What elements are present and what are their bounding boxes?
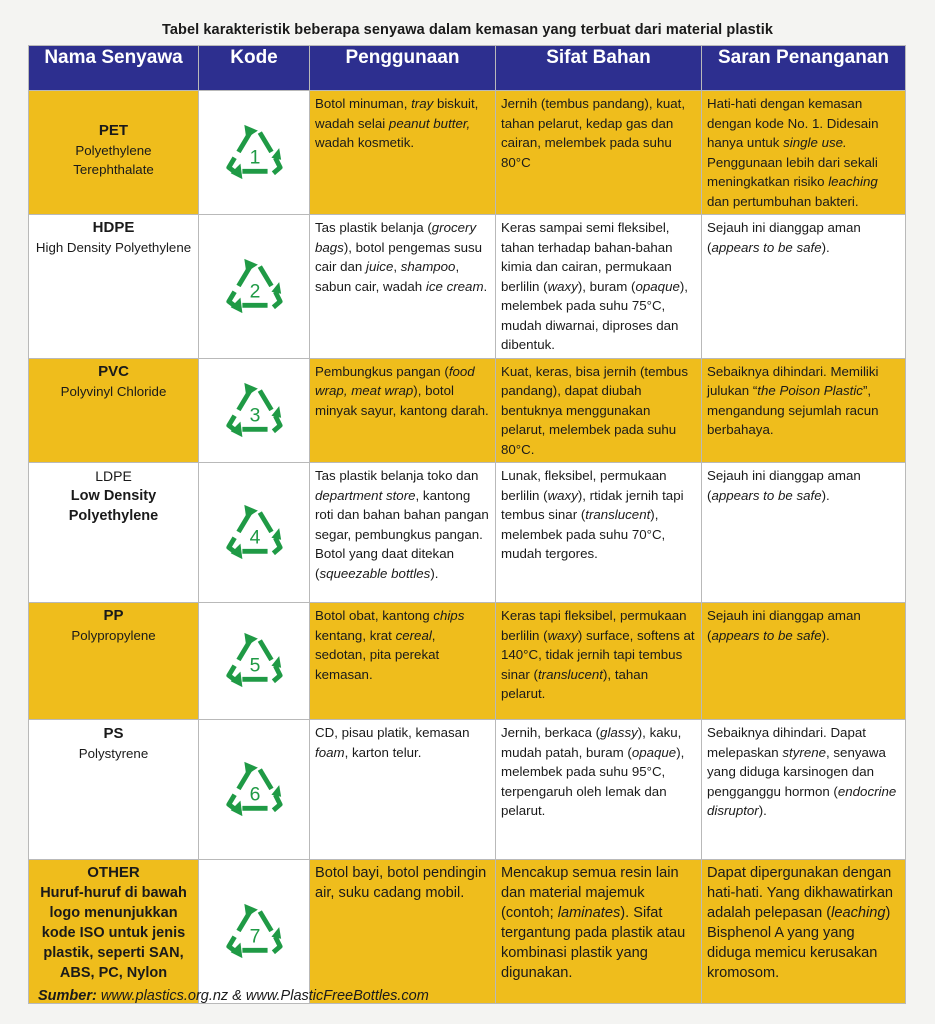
header-penggunaan: Penggunaan	[310, 46, 496, 91]
table-title: Tabel karakteristik beberapa senyawa dalam kemasan yang terbuat dari material plastik	[161, 22, 774, 38]
recycle-code-number: 3	[249, 404, 261, 427]
recycle-symbol-icon	[215, 253, 293, 315]
recycle-arrow-head	[244, 125, 258, 139]
properties-cell: Lunak, fleksibel, permukaan berlilin (waxy), rtidak jernih tapi tembus sinar (translucent), melembek pada suhu 70°C, mudah tergores.	[496, 463, 702, 603]
code-cell	[199, 860, 310, 1004]
advice-cell: Sebaiknya dihindari. Memiliki julukan “the Poison Plastic”, mengandung sejumlah racun berbahaya.	[702, 358, 906, 463]
recycle-symbol-icon	[215, 756, 293, 818]
usage-cell: Botol minuman, tray biskuit, wadah selai peanut butter, wadah kosmetik.	[310, 91, 496, 215]
code-cell	[199, 358, 310, 463]
recycle-triangle-svg	[215, 119, 293, 181]
table-row	[29, 463, 906, 603]
recycle-triangle-svg	[215, 377, 293, 439]
recycle-arrow-segment	[260, 390, 272, 409]
usage-cell: Tas plastik belanja toko dan department store, kantong roti dan bahan bahan pangan segar, pembungkus pangan. Botol yang daat ditekan (squeezable bottles).	[310, 463, 496, 603]
compound-name	[29, 215, 199, 359]
compound-abbr: OTHER	[87, 864, 140, 881]
compound-abbr: PVC	[98, 362, 129, 380]
source-label: Sumber:	[38, 988, 97, 1004]
table-row	[29, 860, 906, 1004]
recycle-code-number: 2	[249, 280, 261, 303]
compound-abbr: LDPE	[95, 468, 132, 484]
recycle-triangle-svg	[215, 499, 293, 561]
properties-cell: Keras tapi fleksibel, permukaan berlilin (waxy) surface, softens at 140°C, tidak jernih tapi tembus sinar (translucent), tahan pelarut.	[496, 603, 702, 720]
recycle-arrow-segment	[260, 266, 272, 285]
code-cell	[199, 603, 310, 720]
table-row	[29, 603, 906, 720]
compound-full: Polyvinyl Chloride	[60, 383, 167, 399]
recycle-triangle-svg	[215, 756, 293, 818]
usage-cell: Botol obat, kantong chips kentang, krat cereal, sedotan, pita perekat kemasan.	[310, 603, 496, 720]
code-cell	[199, 215, 310, 359]
properties-cell: Keras sampai semi fleksibel, tahan terhadap bahan-bahan kimia dan cairan, permukaan berlilin (waxy), buram (opaque), melembek pada suhu 75°C, mudah diwarnai, diproses dan dibentuk.	[496, 215, 702, 359]
recycle-code-number: 6	[249, 783, 261, 806]
recycle-symbol-icon	[215, 627, 293, 689]
compound-full: Polyethylene	[75, 143, 152, 158]
recycle-triangle-svg	[215, 898, 293, 960]
compound-abbr: PP	[103, 607, 124, 624]
properties-cell: Kuat, keras, bisa jernih (tembus pandang), dapat diubah bentuknya menggunakan pelarut, melembek pada suhu 80°C.	[496, 358, 702, 463]
compound-abbr: HDPE	[92, 219, 135, 236]
recycle-symbol-icon	[215, 499, 293, 561]
recycle-arrow-segment	[260, 641, 272, 660]
advice-cell: Hati-hati dengan kemasan dengan kode No. 1. Didesain hanya untuk single use. Penggunaan lebih dari sekali meningkatkan risiko leaching dan pertumbuhan bakteri.	[702, 91, 906, 215]
recycle-arrow-head	[244, 258, 258, 272]
compound-full: High Density Polyethylene	[35, 240, 192, 255]
recycle-arrow-head	[244, 903, 258, 917]
recycle-arrow-head	[244, 762, 258, 776]
code-cell	[199, 720, 310, 860]
header-saran: Saran Penanganan	[702, 46, 906, 91]
recycle-code-number: 5	[249, 654, 261, 677]
recycle-arrow-head	[244, 382, 258, 396]
advice-cell: Sejauh ini dianggap aman (appears to be safe).	[702, 215, 906, 359]
usage-cell: Tas plastik belanja (grocery bags), botol pengemas susu cair dan juice, shampoo, sabun cair, wadah ice cream.	[310, 215, 496, 359]
recycle-arrow-segment	[260, 769, 272, 788]
properties-cell: Mencakup semua resin lain dan material majemuk (contoh; laminates). Sifat tergantung pada plastik atau kombinasi plastik yang digunakan.	[496, 860, 702, 1004]
recycle-symbol-icon	[215, 119, 293, 181]
recycle-symbol-icon	[215, 898, 293, 960]
table-row	[29, 358, 906, 463]
compound-name	[29, 358, 199, 463]
compound-full: Huruf-huruf di bawah logo menunjukkan kode ISO untuk jenis plastik, seperti SAN, ABS, PC, Nylon	[40, 885, 187, 981]
header-nama: Nama Senyawa	[29, 46, 199, 91]
properties-cell: Jernih, berkaca (glassy), kaku, mudah patah, buram (opaque), melembek pada suhu 95°C, terpengaruh oleh lemak dan pelarut.	[496, 720, 702, 860]
compound-full: Polypropylene	[71, 628, 156, 643]
recycle-code-number: 4	[249, 526, 261, 549]
compound-name	[29, 603, 199, 720]
recycle-triangle-svg	[215, 627, 293, 689]
compound-name	[29, 463, 199, 603]
advice-cell: Sejauh ini dianggap aman (appears to be safe).	[702, 603, 906, 720]
advice-cell: Sejauh ini dianggap aman (appears to be safe).	[702, 463, 906, 603]
recycle-arrow-head	[244, 633, 258, 647]
properties-cell: Jernih (tembus pandang), kuat, tahan pelarut, kedap gas dan cairan, melembek pada suhu 80°C	[496, 91, 702, 215]
usage-cell: CD, pisau platik, kemasan foam, karton telur.	[310, 720, 496, 860]
code-cell	[199, 91, 310, 215]
compound-abbr: PET	[98, 122, 129, 139]
compound-abbr: PS	[103, 725, 124, 742]
compound-name	[29, 91, 199, 215]
header-row	[29, 46, 906, 91]
advice-cell: Sebaiknya dihindari. Dapat melepaskan styrene, senyawa yang diduga karsinogen dan pengganggu hormon (endocrine disruptor).	[702, 720, 906, 860]
table-row	[29, 91, 906, 215]
recycle-arrow-segment	[260, 911, 272, 930]
table-row	[29, 215, 906, 359]
recycle-triangle-svg	[215, 253, 293, 315]
plastic-characteristics-table	[28, 45, 906, 1004]
recycle-arrow-segment	[260, 512, 272, 531]
header-kode: Kode	[199, 46, 310, 91]
usage-cell: Pembungkus pangan (food wrap, meat wrap), botol minyak sayur, kantong darah.	[310, 358, 496, 463]
recycle-arrow-segment	[260, 132, 272, 151]
advice-cell: Dapat dipergunakan dengan hati-hati. Yang dikhawatirkan adalah pelepasan (leaching) Bisphenol A yang yang diduga memicu kerusakan kromosom.	[702, 860, 906, 1004]
compound-name	[29, 720, 199, 860]
compound-full: Polystyrene	[78, 746, 149, 761]
recycle-arrow-head	[244, 505, 258, 519]
compound-name	[29, 860, 199, 1004]
recycle-code-number: 7	[249, 925, 261, 948]
code-cell	[199, 463, 310, 603]
compound-full: Terephthalate	[73, 162, 154, 177]
source-footer	[38, 988, 429, 1004]
recycle-symbol-icon	[215, 377, 293, 439]
compound-full: Low Density Polyethylene	[68, 488, 159, 524]
source-text: www.plastics.org.nz & www.PlasticFreeBottles.com	[96, 988, 429, 1004]
header-sifat: Sifat Bahan	[496, 46, 702, 91]
usage-cell: Botol bayi, botol pendingin air, suku cadang mobil.	[310, 860, 496, 1004]
recycle-code-number: 1	[249, 146, 261, 169]
table-row	[29, 720, 906, 860]
